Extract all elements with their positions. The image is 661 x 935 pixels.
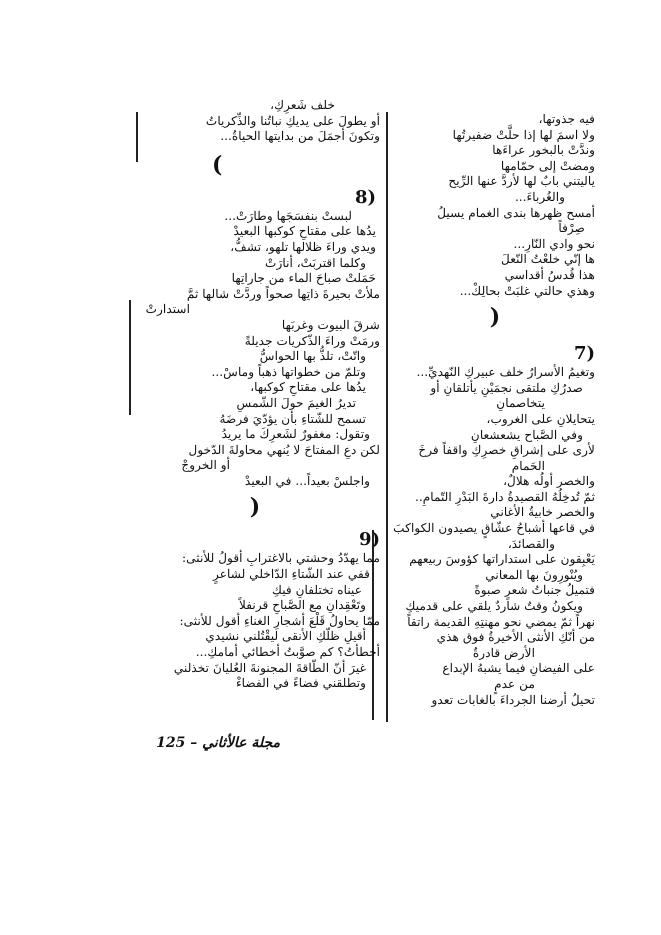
verse-line: وتقول: مغفورٌ لشَعرِكَ ما يريدُ: [221, 427, 370, 442]
poem-stanza-8: [130, 209, 380, 490]
verse-line: وهذي حالتي غلبَتْ بحالِكْ...: [459, 283, 595, 298]
verse-line: صدرُكِ ملتقى نجمَيْنِ يأتلقانِ أو: [430, 380, 583, 395]
stanza-bracket: (: [249, 494, 261, 521]
verse-line: غيرَ أنّ الطّاقةَ المجنونةَ العُليانَ تخذلني: [173, 660, 366, 675]
verse-line: يتخاصمانِ: [496, 396, 545, 411]
verse-line: صِرْفاً: [558, 221, 585, 236]
verse-line: أمسح ظهرها بندى الغمام يسيلُ: [437, 205, 595, 220]
verse-line: وكلما اقتربَتْ، أنارَتْ: [265, 255, 366, 270]
verse-line: ورمَتْ وراءَ الذّكريات جديلةً: [244, 333, 380, 348]
verse-line: لكن دعِ المفتاحَ لا يُنهي محاولةَ الدّخول: [188, 442, 380, 457]
verse-line: تسمح للشّتاءِ بأن يؤدّيَ فرضَهُ: [219, 411, 366, 426]
verse-line: تديرُ الغيمَ حولَ الشّمسِ: [236, 395, 356, 410]
verse-line: ممّا يحاولُ قَلْعَ أشجارِ الغناءِ أقول للأنثى:: [179, 613, 380, 628]
verse-line: خلف شَعرِكِ،: [270, 98, 335, 112]
column-divider: [386, 112, 388, 722]
poem-stanza-9: [130, 551, 380, 691]
verse-line: لأرى على إشراقِ خصرِكِ واقفاً فرخَ: [418, 443, 595, 458]
verse-line: يَعْبِقون على استداراتها كؤوسَ ربيعهم: [409, 552, 595, 567]
verse-line: شرقَ البيوت وغربَها: [281, 317, 380, 332]
verse-line: ويُنْورِونَ بها المعاني: [485, 567, 583, 582]
verse-line: ويدي وراءَ ظلالها تلهو، تشفُّ،: [230, 239, 376, 254]
verse-line: من عدمٍ: [494, 677, 535, 691]
footer-dash: –: [190, 735, 198, 751]
section-number-8: 8): [354, 186, 376, 208]
verse-line: هذا قُدسُ أقداسي: [504, 267, 595, 282]
verse-line: وتلمّ من خطواتها ذهباً وماسْ...: [211, 364, 366, 379]
verse-line: ومضتْ إلى حمّامها: [500, 158, 595, 173]
verse-line: والغُرباءَ...: [514, 189, 565, 204]
verse-line: تحيلُ أرضنا الجرداءَ بالغابات تعدو: [431, 692, 595, 707]
section-number-7: 7): [573, 343, 595, 365]
verse-line: في قاعها أشباحُ عشّاقٍ يصيدون الكواكبَ: [393, 521, 595, 536]
verse-line: وندَّتْ بالبخور عراءَها: [492, 143, 595, 158]
verse-line: فتميلُ جنباتُ شعرٍ صبوةً: [474, 583, 595, 598]
verse-line: أقيلِ ظلّكِ الأنقى ليقْتُلني نشيدي: [205, 629, 366, 644]
verse-line: يدُها على مقتاحِ كوكبها،: [250, 380, 366, 395]
verse-line: أو يطولَ على يديكِ نباتُنا والذِّكرياتُ: [205, 113, 380, 128]
poem-stanza-7-end: [130, 98, 380, 145]
verse-line: وتغيمُ الأسرارُ خلف عبيركِ النّهديِّ...: [416, 365, 595, 380]
verse-line: مما يهدّدُ وحشتي بالاغترابِ أقولُ للأنثى:: [182, 551, 380, 566]
left-column: [130, 98, 380, 692]
verse-line: ويكونُ وقتٌ شاردٌ يلقي على قدميكِ: [405, 599, 583, 614]
verse-line: أخطأتُ؟ كم صوَّبتُ أخطائي أمامكِ...: [195, 645, 380, 660]
verse-line: والخصر أولُه هلالٌ،: [503, 474, 595, 489]
verse-line: واتّتْ، تلذُّ بها الحواسُّ: [259, 349, 366, 364]
verse-line: يدُها على مقتاحِ كوكبها البعيدْ: [233, 224, 376, 239]
verse-line: على الفيضانِ فيما يشبهُ الإبداع: [442, 661, 595, 676]
verse-line: الحَمام: [511, 458, 545, 473]
verse-line: وتَعْقِدانِ مع الصَّباحِ قرنفلاً: [239, 598, 366, 613]
verse-line: عيناه تختلفانِ فيكِ: [271, 582, 362, 597]
right-column: [395, 112, 595, 708]
verse-line: والخصر خابيةُ الأغاني: [490, 505, 595, 520]
verse-line: حَمَلتْ صباحَ الماء من جاراتِها: [231, 271, 376, 286]
verse-line: وفي الصَّباح يشعشعانِ: [470, 427, 583, 442]
verse-line: والقصائدَ،: [507, 536, 555, 551]
journal-name: مجلة عالأثاني: [202, 735, 280, 751]
verse-line: ها إنّي خلعْتُ النّعلَ: [500, 252, 595, 267]
stanza-bracket: ): [212, 151, 223, 178]
verse-line: نحو وادي النّارِ...: [513, 236, 595, 251]
verse-line: استدارتْ: [145, 302, 190, 317]
verse-line: ملأتْ بحيرةَ ذاتِها صحواً وردَّتْ شالها ثمَّ: [186, 286, 380, 301]
verse-line: يتحايلانِ على الغروب،: [486, 411, 595, 426]
verse-line: ثمّ تُدخِلُهُ القصيدةُ دارةَ البَدْرِ التّمامِ..: [414, 489, 595, 504]
verse-line: واجلسْ بعيداً... في البعيدْ: [244, 473, 370, 488]
verse-line: نهراً ثمّ يمضي نحو مهنتِهِ القديمة راتقاً: [407, 614, 595, 629]
verse-line: وتطلقني فضاءً في الفضاءْ: [235, 676, 366, 691]
verse-line: ولا اسمَ لها إذا حلَّتْ ضفيرتُها: [452, 127, 595, 142]
verse-line: ياليتني بابٌ لها لأردَّ عنها الرِّيح: [448, 174, 595, 189]
page-number: 125: [156, 735, 186, 751]
verse-line: لبستْ بنفسَجَها وطارَتْ...: [224, 208, 352, 223]
section-number-9: 9): [358, 529, 380, 551]
poem-stanza-7: [395, 365, 595, 708]
verse-line: فيه جذوتها،: [538, 112, 595, 126]
verse-line: الأرض قادرةٌ: [472, 645, 535, 660]
page-footer: [130, 735, 280, 751]
verse-line: أو الخروجْ: [181, 458, 230, 473]
stanza-bracket: (: [489, 304, 501, 331]
verse-line: قفي عند الشّتاءِ الدّاخلي لشاعرٍ: [213, 567, 370, 582]
verse-line: وتكونَ أجمَلَ من بدايتها الحياةُ...: [220, 129, 380, 144]
verse-line: من أنّكِ الأنثى الأخيرةُ فوق هذي: [436, 630, 595, 645]
poem-stanza-6-end: [395, 112, 595, 299]
